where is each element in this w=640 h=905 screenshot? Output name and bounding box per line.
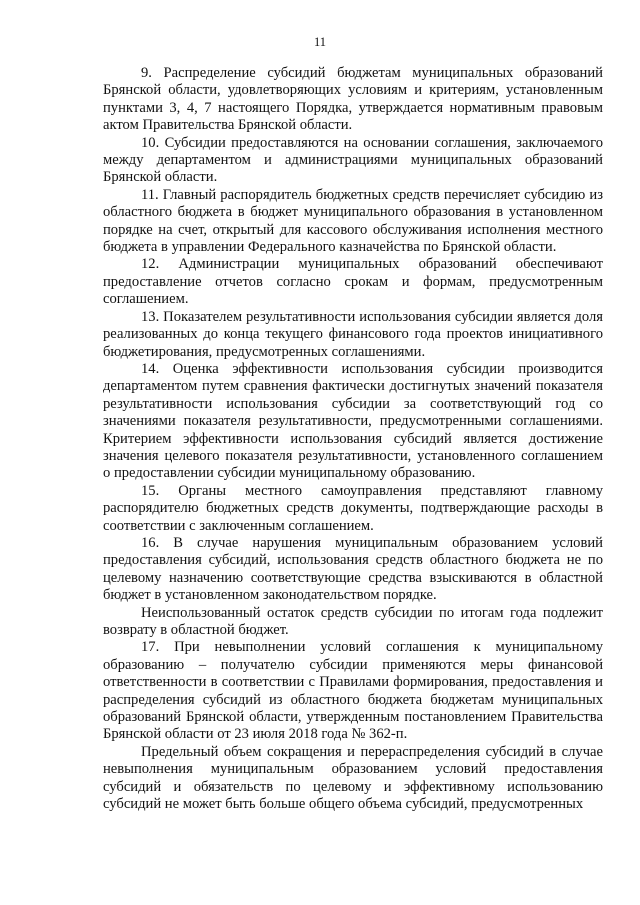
paragraph-11: 11. Главный распорядитель бюджетных средств перечисляет субсидию из областного бюджета в бюджет муниципального образования в установленном порядке на счет, открытый для кассового обслуживания исполнения местного бюджета в управлении Федерального казначейства по Брянской области. [103,186,603,256]
paragraph-15: 15. Органы местного самоуправления представляют главному распорядителю бюджетных средств документы, подтверждающие расходы в соответствии с заключенным соглашением. [103,482,603,534]
paragraph-14: 14. Оценка эффективности использования субсидии производится департаментом путем сравнения фактически достигнутых значений показателя результативности использования субсидии за соответствующий год со значениями показателя результативности, предусмотренными соглашениями. Критерием эффективности использования субсидий является достижение значения целевого показателя результативности, установленного соглашением о предоставлении субсидии муниципальному образованию. [103,360,603,482]
paragraph-reduction-limit: Предельный объем сокращения и перераспределения субсидий в случае невыполнения муниципальным образованием условий предоставления субсидий и обязательств по целевому и эффективному использованию субсидий не может быть больше общего объема субсидий, предусмотренных [103,743,603,813]
paragraph-13: 13. Показателем результативности использования субсидии является доля реализованных до конца текущего финансового года проектов инициативного бюджетирования, предусмотренных соглашениями. [103,308,603,360]
paragraph-10: 10. Субсидии предоставляются на основании соглашения, заключаемого между департаментом и администрациями муниципальных образований Брянской области. [103,134,603,186]
paragraph-12: 12. Администрации муниципальных образований обеспечивают предоставление отчетов согласно срокам и формам, предусмотренным соглашением. [103,256,603,308]
document-body [103,65,603,813]
paragraph-9: 9. Распределение субсидий бюджетам муниципальных образований Брянской области, удовлетворяющих условиям и критериям, установленным пунктами 3, 4, 7 настоящего Порядка, утверждается нормативным правовым актом Правительства Брянской области. [103,65,603,134]
paragraph-unused-balance: Неиспользованный остаток средств субсидии по итогам года подлежит возврату в областной бюджет. [103,604,603,638]
paragraph-17: 17. При невыполнении условий соглашения к муниципальному образованию – получателю субсидии применяются меры финансовой ответственности в соответствии с Правилами формирования, предоставления и распределения субсидий из областного бюджета бюджетам муниципальных образований Брянской области, утвержденным постановлением Правительства Брянской области от 23 июля 2018 года № 362-п. [103,639,603,743]
paragraph-16: 16. В случае нарушения муниципальным образованием условий предоставления субсидий, использования средств областного бюджета не по целевому назначению соответствующие средства взыскиваются в областной бюджет в установленном законодательством порядке. [103,534,603,604]
page-number: 11 [313,35,327,49]
